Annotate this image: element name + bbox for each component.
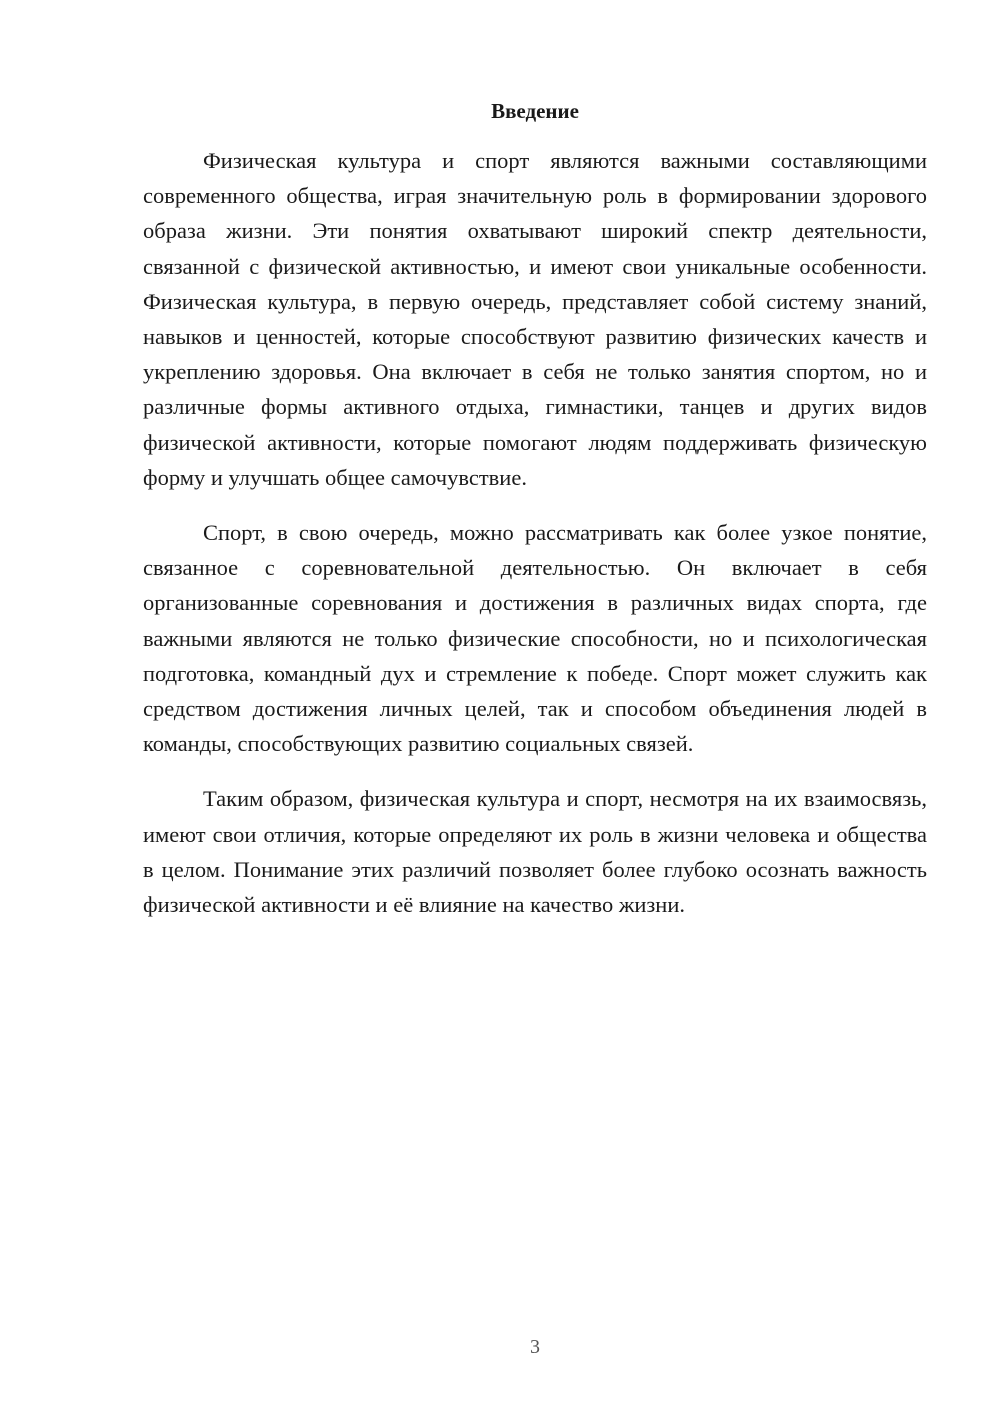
body-text: [143, 143, 927, 922]
paragraph-3: Таким образом, физическая культура и спорт, несмотря на их взаимосвязь, имеют свои отличия, которые определяют их роль в жизни человека и общества в целом. Понимание этих различий позволяет более глубоко осознать важность физической активности и её влияние на качество жизни.: [143, 786, 927, 918]
page-number: 3: [530, 1336, 540, 1358]
paragraph-1: Физическая культура и спорт являются важными составляющими современного общества, играя значительную роль в формировании здорового образа жизни. Эти понятия охватывают широкий спектр деятельности, связанной с физической активностью, и имеют свои уникальные особенности. Физическая культура, в первую очередь, представляет собой систему знаний, навыков и ценностей, которые способствуют развитию физических качеств и укреплению здоровья. Она включает в себя не только занятия спортом, но и различные формы активного отдыха, гимнастики, танцев и других видов физической активности, которые помогают людям поддерживать физическую форму и улучшать общее самочувствие.: [143, 148, 927, 490]
section-title: Введение: [491, 99, 579, 123]
paragraph-2: Спорт, в свою очередь, можно рассматривать как более узкое понятие, связанное с соревновательной деятельностью. Он включает в себя организованные соревнования и достижения в различных видах спорта, где важными являются не только физические способности, но и психологическая подготовка, командный дух и стремление к победе. Спорт может служить как средством достижения личных целей, так и способом объединения людей в команды, способствующих развитию социальных связей.: [143, 520, 927, 757]
